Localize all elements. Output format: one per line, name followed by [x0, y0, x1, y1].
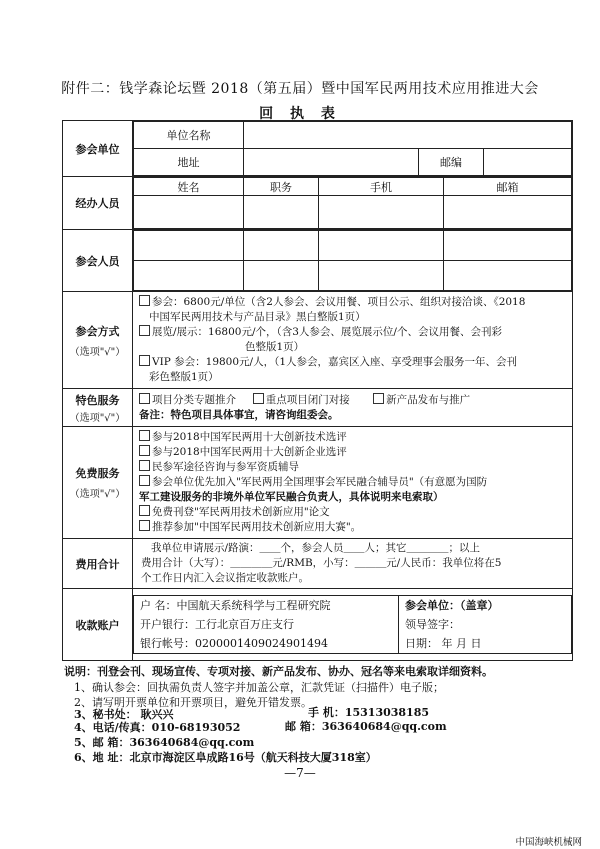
- page-number: —7—: [284, 766, 316, 780]
- method-option-basic[interactable]: 参会：6800元/单位（含2人参会、会议用餐、项目公示、组织对接洽谈、《2018: [135, 295, 570, 310]
- fee-line-3: 个工作日内汇入会议指定收款账户。: [141, 572, 309, 584]
- attendees-label: 参会人员: [63, 230, 133, 292]
- note-1: 1、确认参会：回执需负责人签字并加盖公章，汇款凭证（扫描件）电子版；: [74, 681, 444, 694]
- method-option-vip[interactable]: VIP 参会：19800元/人，（1人参会，嘉宾区入座、享受理事会服务一年、会刊: [135, 355, 570, 370]
- document-title: 附件二：钱学森论坛暨 2018（第五届）暨中国军民两用技术应用推进大会: [61, 81, 539, 97]
- address-field[interactable]: [244, 149, 419, 176]
- note-mobile: 手 机：15313038185: [308, 706, 430, 719]
- free-label: 免费服务 （选项"√"）: [63, 427, 133, 539]
- account-number: 银行帐号：0200001409024901494: [140, 637, 328, 650]
- free-option-tech[interactable]: 参与2018中国军民两用十大创新技术选评: [135, 430, 570, 445]
- free-option-paper[interactable]: 免费刊登"军民两用技术创新应用"论文: [135, 505, 570, 520]
- checkbox[interactable]: [139, 475, 150, 486]
- checkbox[interactable]: [139, 295, 150, 306]
- note-email-2: 邮 箱：363640684@qq.com: [285, 720, 447, 733]
- note-secretary: 3、秘书处： 耿兴兴: [74, 708, 174, 721]
- watermark: 中国海峡机械网: [515, 837, 582, 848]
- postcode-field[interactable]: [484, 149, 572, 176]
- free-option-enterprise[interactable]: 参与2018中国军民两用十大创新企业选评: [135, 445, 570, 460]
- method-label-text: 参会方式: [75, 324, 120, 338]
- method-hint: （选项"√"）: [69, 346, 126, 358]
- address-label: 地址: [134, 149, 244, 176]
- postcode-label: 邮编: [419, 149, 484, 176]
- special-options: 项目分类专题推介 重点项目闭门对接 新产品发布与推广: [135, 393, 570, 408]
- free-option-council[interactable]: 参会单位优先加入"军民两用全国理事会军民融合辅导员"（有意愿为国防: [135, 475, 570, 490]
- account-label: 收款账户: [63, 589, 133, 661]
- checkbox[interactable]: [139, 460, 150, 471]
- fee-label: 费用合计: [63, 539, 133, 589]
- stamp-line: 参会单位：（盖章）: [405, 599, 499, 612]
- document-subtitle: 回 执 表: [259, 106, 341, 122]
- free-option-consult[interactable]: 民参军途径咨询与参军资质辅导: [135, 460, 570, 475]
- checkbox[interactable]: [373, 393, 384, 404]
- handler-col-email: 邮箱: [444, 178, 572, 196]
- note-intro: 说明：刊登会刊、现场宣传、专项对接、新产品发布、协办、冠名等来电索取详细资料。: [64, 665, 493, 678]
- note-phone: 4、电话/传真：010-68193052: [74, 721, 241, 734]
- checkbox[interactable]: [139, 325, 150, 336]
- date-line: 日期： 年 月 日: [405, 637, 482, 650]
- fee-line-2: 费用合计（大写）：＿＿＿＿元/RMB，小写：＿＿＿元/人民币：我单位将在5: [141, 557, 502, 569]
- method-option-exhibit[interactable]: 展览/展示：16800元/个，（含3人参会、展览展示位/个、会议用餐、会刊彩: [135, 325, 570, 340]
- handler-col-title: 职务: [244, 178, 319, 196]
- checkbox[interactable]: [139, 520, 150, 531]
- handler-title-field[interactable]: [244, 196, 319, 229]
- handler-label: 经办人员: [63, 177, 133, 230]
- special-label: 特色服务 （选项"√"）: [63, 389, 133, 427]
- handler-name-field[interactable]: [134, 196, 244, 229]
- checkbox[interactable]: [139, 430, 150, 441]
- handler-col-mobile: 手机: [319, 178, 444, 196]
- checkbox[interactable]: [139, 505, 150, 516]
- signature-line: 领导签字：: [405, 618, 460, 631]
- handler-col-name: 姓名: [134, 178, 244, 196]
- method-label: [63, 292, 133, 389]
- note-address: 6、地 址：北京市海淀区阜成路16号（航天科技大厦318室）: [74, 751, 377, 764]
- unit-name-field[interactable]: [244, 122, 572, 149]
- unit-name-label: 单位名称: [134, 122, 244, 149]
- receipt-form-table: 参会单位 单位名称 地址 邮编 经办人员 姓名 职务 手机 邮箱 参会人员 参会方式 （选项"√"） 参会：6800元/单位（含2人参会、会议用餐、项目公示、组织对接洽谈、《2018 中国军民两用技术与产品目录》黑白整版1页） 展览/展示：16800元/个，（含3人参会、展览展示位/个、会议用餐、会刊彩 色整版1页） VIP 参会：19800元/人，（1人参会，嘉宾区入座、享受理事会服务一年、会刊 彩色整版1页） 特色服务 （选项"√"） 项目分类专题推介 重点项目闭门对接 新产品发布与推广 备注：特色项目具体事宜，请咨询组委会。 免费服务 （选项"√"） 参与2018中国军民两用十大创新技术选评 参与2018中国军民两用十大创新企业选评 民参军途径咨询与参军资质辅导 参会单位优先加入"军民两用全国理事会军民融合辅导员"（有意愿为国防 军工建设服务的非境外单位军民融合负责人，具体说明来电索取） 免费刊登"军民两用技术创新应用"论文 推荐参加"中国军民两用技术创新应用大赛"。 费用合计 我单位申请展示/路演：＿＿个，参会人员＿＿人；其它＿＿＿＿；以上 费用合计（大写）：＿＿＿＿元/RMB，小写：＿＿＿元/人民币：我单位将在5 个工作日内汇入会议指定收款账户。 收款账户 户 名：中国航天系统科学与工程研究院 开户银行：工行北京百万庄支行 银行帐号：0200001409024901494 参会单位：（盖章） 领导签字： 日期： 年 月 日: [62, 120, 573, 661]
- checkbox[interactable]: [139, 445, 150, 456]
- account-name: 户 名：中国航天系统科学与工程研究院: [140, 599, 331, 612]
- checkbox[interactable]: [253, 393, 264, 404]
- handler-mobile-field[interactable]: [319, 196, 444, 229]
- handler-email-field[interactable]: [444, 196, 572, 229]
- account-bank: 开户银行：工行北京百万庄支行: [140, 618, 294, 631]
- note-2: 2、请写明开票单位和开票项目，避免开错发票。: [74, 696, 312, 709]
- fee-line-1: 我单位申请展示/路演：＿＿个，参会人员＿＿人；其它＿＿＿＿；以上: [151, 542, 481, 554]
- checkbox[interactable]: [139, 355, 150, 366]
- note-email: 5、邮 箱：363640684@qq.com: [74, 736, 255, 749]
- free-option-contest[interactable]: 推荐参加"中国军民两用技术创新应用大赛"。: [135, 520, 570, 535]
- checkbox[interactable]: [139, 393, 150, 404]
- special-note: 备注：特色项目具体事宜，请咨询组委会。: [139, 408, 339, 421]
- unit-label: 参会单位: [63, 121, 133, 177]
